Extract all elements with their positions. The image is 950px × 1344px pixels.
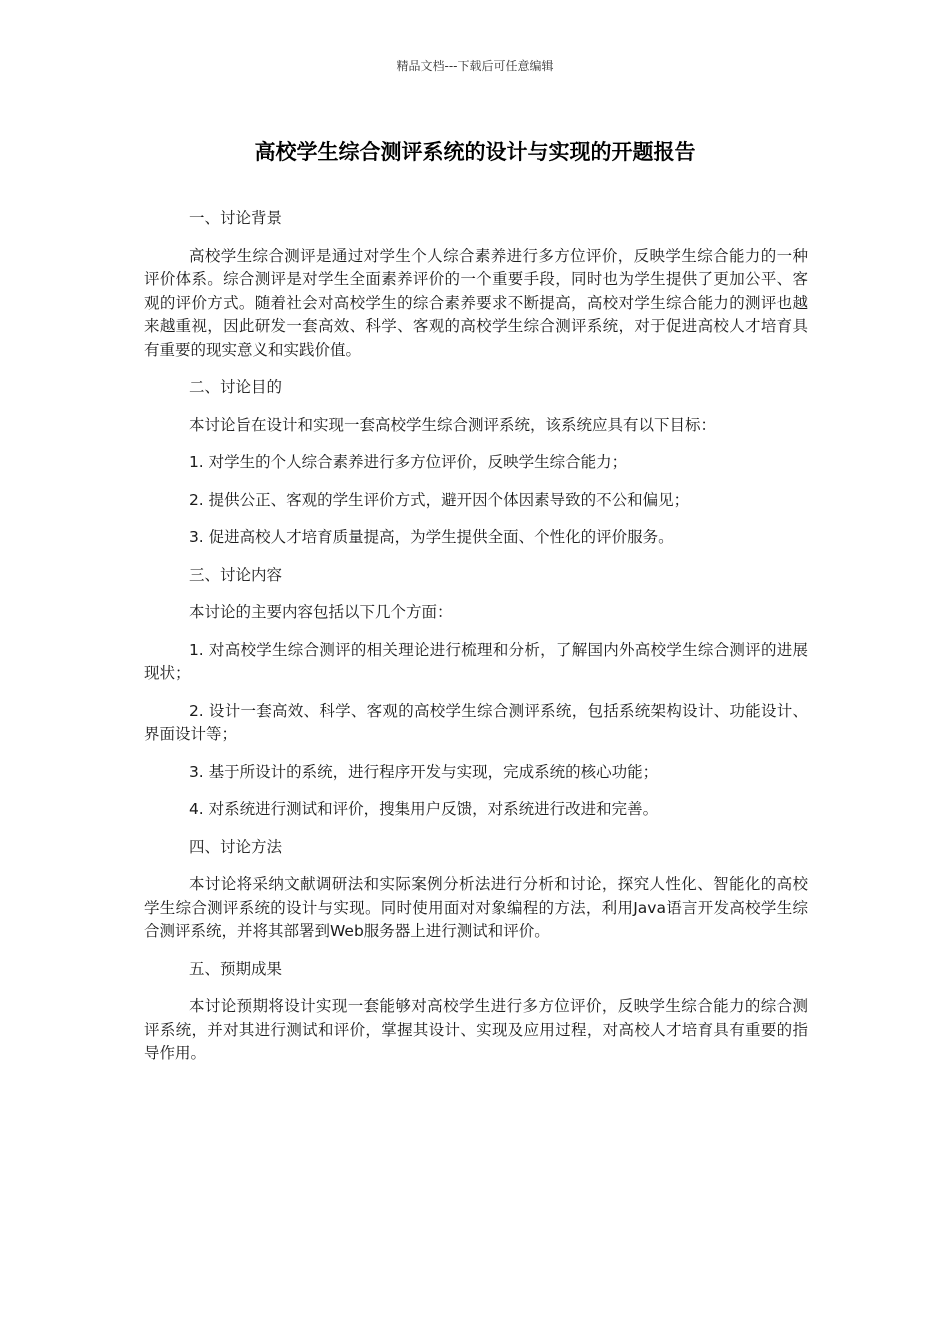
outcome-paragraph: 本讨论预期将设计实现一套能够对高校学生进行多方位评价，反映学生综合能力的综合测评系统，并对其进行测试和评价，掌握其设计、实现及应用过程，对高校人才培育具有重要的指导作用。 (144, 997, 808, 1062)
content-intro: 本讨论的主要内容包括以下几个方面： (188, 603, 453, 621)
content-item-1: 1. 对高校学生综合测评的相关理论进行梳理和分析，了解国内外高校学生综合测评的进展现状； (144, 640, 808, 682)
content-item-2: 2. 设计一套高效、科学、客观的高校学生综合测评系统，包括系统架构设计、功能设计、界面设计等； (144, 701, 808, 743)
section-heading-outcome: 五、预期成果 (188, 959, 282, 978)
purpose-intro: 本讨论旨在设计和实现一套高校学生综合测评系统，该系统应具有以下目标： (188, 415, 716, 434)
content-item-3: 3. 基于所设计的系统，进行程序开发与实现，完成系统的核心功能； (188, 762, 659, 781)
method-paragraph: 本讨论将采纳文献调研法和实际案例分析法进行分析和讨论，探究人性化、智能化的高校学生综合测评系统的设计与实现。同时使用面对对象编程的方法，利用Java语言开发高校学生综合测评系统，并将其部署到Web服务器上进行测试和评价。 (144, 875, 808, 940)
purpose-item-1: 1. 对学生的个人综合素养进行多方位评价，反映学生综合能力； (188, 453, 628, 471)
section-heading-method: 四、讨论方法 (188, 837, 282, 856)
content-item-4: 4. 对系统进行测试和评价，搜集用户反馈，对系统进行改进和完善。 (188, 800, 659, 818)
purpose-item-3: 3. 促进高校人才培育质量提高，为学生提供全面、个性化的评价服务。 (188, 528, 674, 546)
section-heading-background: 一、讨论背景 (188, 209, 282, 227)
section-heading-content: 三、讨论内容 (188, 565, 282, 584)
document-title: 高校学生综合测评系统的设计与实现的开题报告 (254, 140, 696, 164)
document-body (144, 207, 808, 1080)
header-note: 精品文档---下载后可任意编辑 (396, 59, 554, 73)
section-heading-purpose: 二、讨论目的 (188, 378, 282, 396)
background-paragraph: 高校学生综合测评是通过对学生个人综合素养进行多方位评价，反映学生综合能力的一种评价体系。综合测评是对学生全面素养评价的一个重要手段，同时也为学生提供了更加公平、客观的评价方式。随着社会对高校学生的综合素养要求不断提高，高校对学生综合能力的测评也越来越重视，因此研发一套高效、科学、客观的高校学生综合测评系统，对于促进高校人才培育具有重要的现实意义和实践价值。 (144, 246, 808, 359)
purpose-item-2: 2. 提供公正、客观的学生评价方式，避开因个体因素导致的不公和偏见； (188, 490, 690, 509)
